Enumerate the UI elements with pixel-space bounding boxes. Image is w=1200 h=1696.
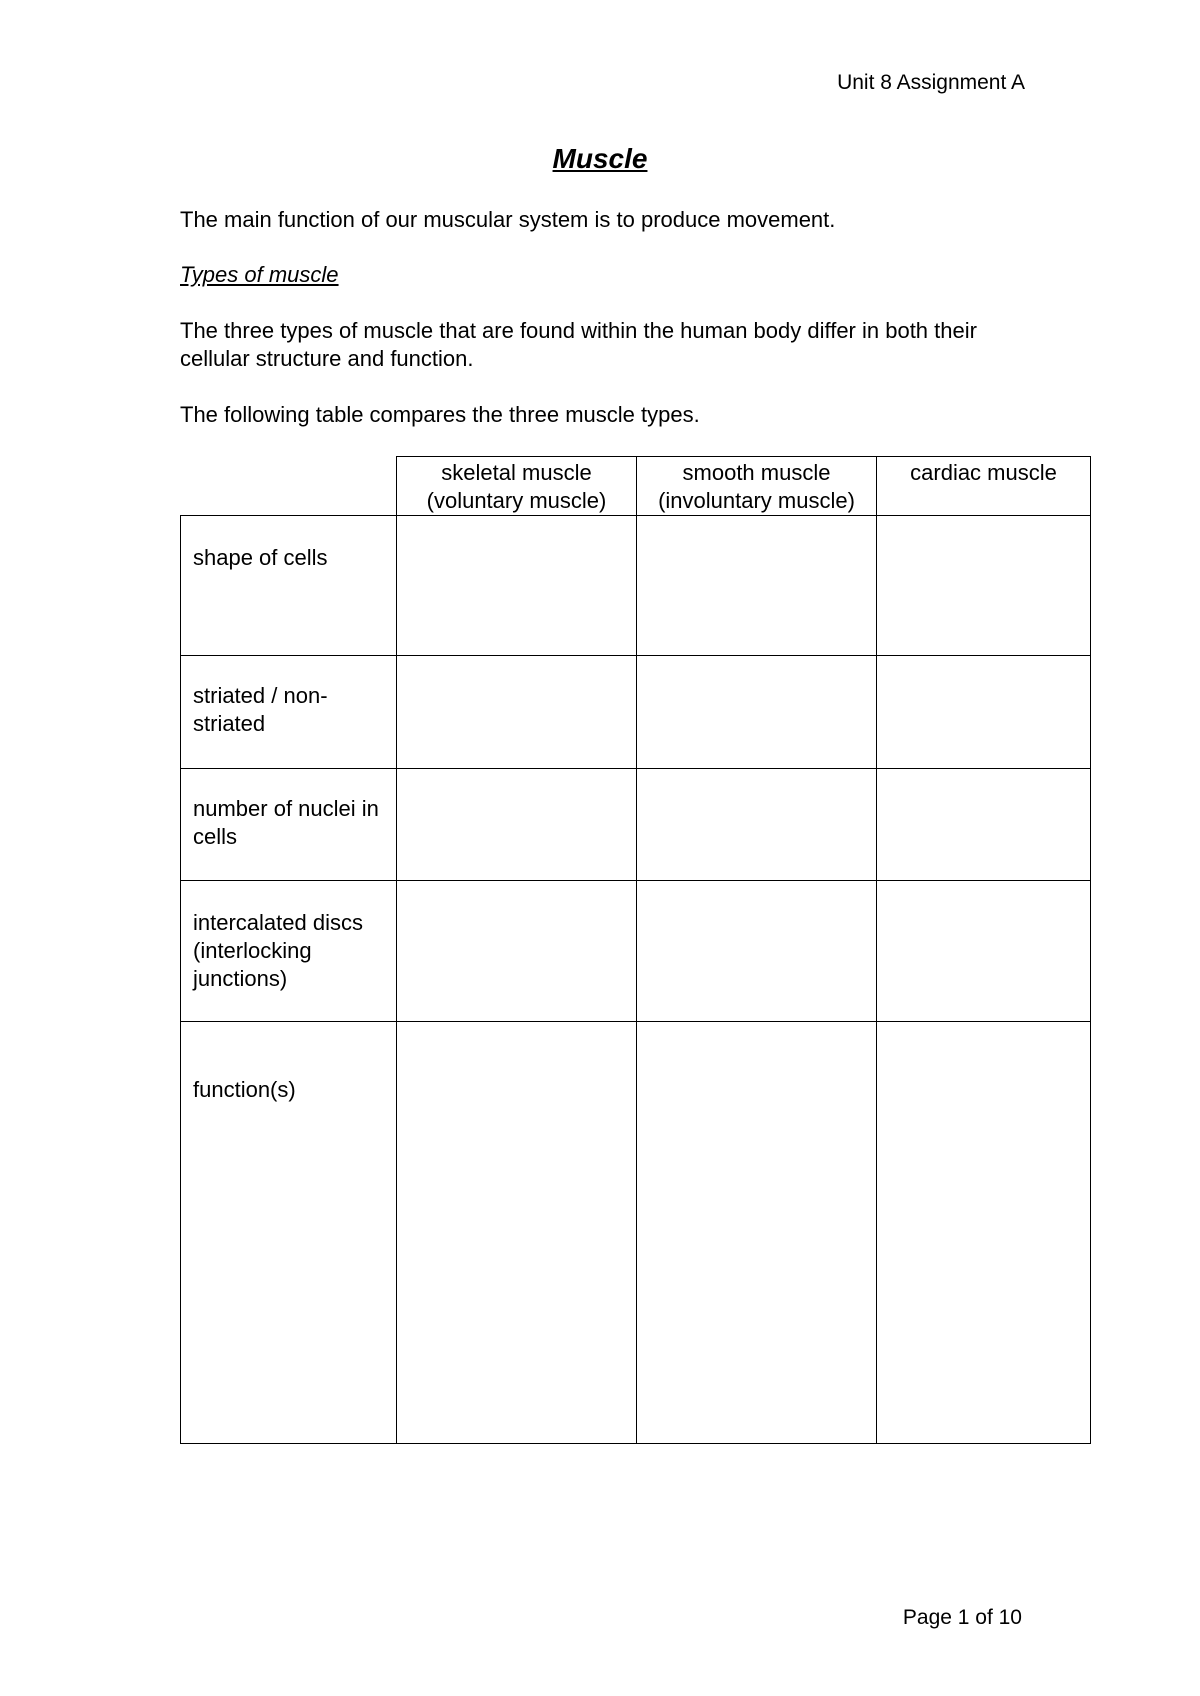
page-number: Page 1 of 10	[902, 1606, 1022, 1629]
answer-cell[interactable]	[877, 769, 1091, 881]
table-intro: The following table compares the three muscle types.	[180, 402, 700, 427]
answer-cell[interactable]	[397, 516, 637, 656]
table-corner-cell	[181, 457, 397, 516]
column-header-skeletal: skeletal muscle (voluntary muscle)	[397, 457, 637, 516]
subheading: Types of muscle	[180, 262, 339, 287]
column-header-smooth: smooth muscle (involuntary muscle)	[637, 457, 877, 516]
body-paragraph: The three types of muscle that are found within the human body differ in both their cellular structure and function.	[180, 318, 977, 371]
answer-cell[interactable]	[877, 516, 1091, 656]
answer-cell[interactable]	[637, 769, 877, 881]
answer-cell[interactable]	[877, 656, 1091, 769]
muscle-comparison-table	[180, 456, 1091, 1444]
row-header-intercalated-discs: intercalated discs (interlocking junctions)	[181, 881, 397, 1022]
answer-cell[interactable]	[877, 1022, 1091, 1444]
answer-cell[interactable]	[397, 881, 637, 1022]
table-row	[181, 881, 1091, 1022]
intro-paragraph: The main function of our muscular system is to produce movement.	[180, 207, 836, 232]
answer-cell[interactable]	[637, 656, 877, 769]
answer-cell[interactable]	[637, 881, 877, 1022]
table-row	[181, 769, 1091, 881]
column-header-cardiac: cardiac muscle	[877, 457, 1091, 516]
answer-cell[interactable]	[397, 769, 637, 881]
header-unit: Unit 8 Assignment A	[837, 71, 1025, 94]
answer-cell[interactable]	[637, 516, 877, 656]
table-row	[181, 516, 1091, 656]
page-title: Muscle	[552, 143, 648, 174]
table-row	[181, 656, 1091, 769]
answer-cell[interactable]	[397, 656, 637, 769]
table-header-row	[181, 457, 1091, 516]
row-header-striated: striated / non-striated	[181, 656, 397, 769]
answer-cell[interactable]	[637, 1022, 877, 1444]
row-header-nuclei: number of nuclei in cells	[181, 769, 397, 881]
answer-cell[interactable]	[397, 1022, 637, 1444]
answer-cell[interactable]	[877, 881, 1091, 1022]
row-header-shape: shape of cells	[181, 516, 397, 656]
table-row	[181, 1022, 1091, 1444]
row-header-function: function(s)	[181, 1022, 397, 1444]
